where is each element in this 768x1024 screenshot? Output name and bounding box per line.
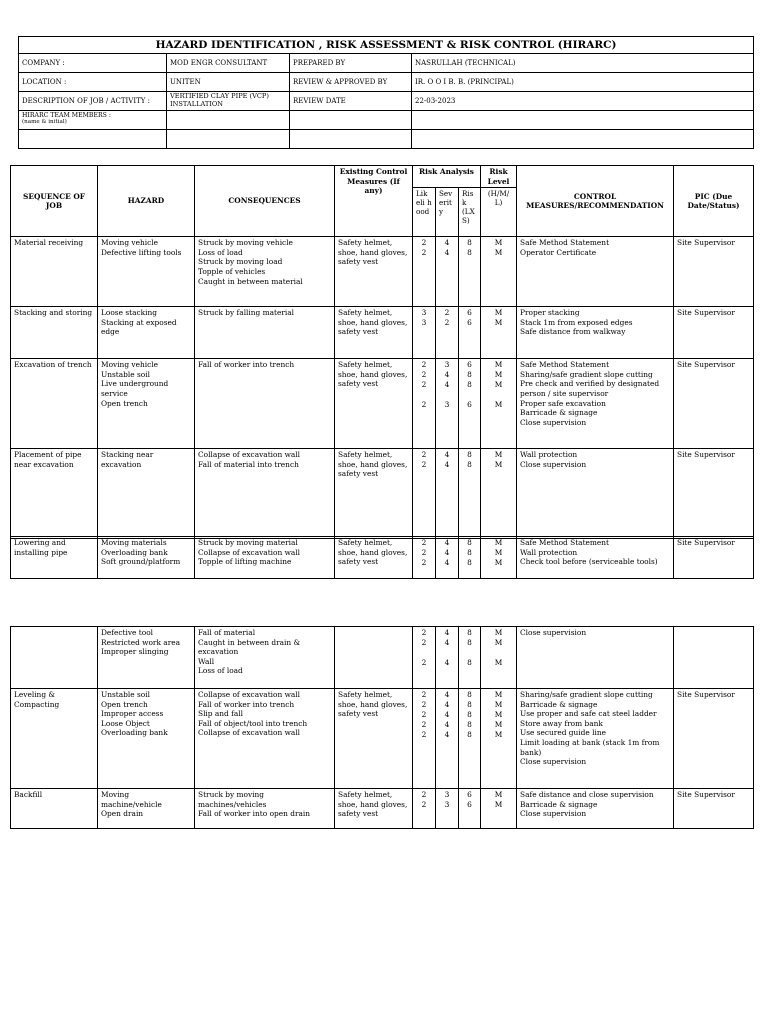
consequences-cell: [195, 627, 335, 689]
existing-control-cell: Safety helmet, shoe, hand gloves, safety vest: [335, 689, 413, 789]
location-label: LOCATION :: [19, 73, 167, 92]
existing-control-cell: Safety helmet, shoe, hand gloves, safety vest: [335, 789, 413, 829]
header-risk: Ris k (LX S): [459, 188, 481, 237]
hazard-cell-line: Stacking at exposed edge: [101, 317, 177, 337]
risk-level-cell-line: M: [494, 248, 503, 258]
hirarc-risk-table-page2: [10, 626, 754, 829]
risk-level-cell-line: M: [494, 800, 503, 809]
likelihood-cell-line: 2: [421, 710, 427, 719]
severity-cell: [436, 627, 459, 689]
likelihood-cell-line: 3: [421, 308, 427, 318]
hazard-cell: [98, 359, 195, 449]
consequences-cell-line: Slip and fall: [198, 709, 243, 719]
team-value-1: [167, 111, 290, 130]
hirarc-risk-table: [10, 165, 754, 539]
severity-cell-line: 4: [444, 450, 450, 460]
control-measures-cell-line: Pre check and verified by designated person / site supervisor: [520, 379, 660, 398]
control-measures-cell-line: Proper safe excavation: [520, 398, 606, 408]
severity-cell-line: 4: [444, 238, 450, 248]
risk-cell: [459, 627, 481, 689]
likelihood-cell: [413, 789, 436, 829]
consequences-cell-line: Collapse of excavation wall: [198, 728, 301, 738]
risk-level-cell-line: M: [494, 548, 503, 557]
likelihood-cell-line: 2: [421, 558, 427, 567]
hazard-cell: [98, 627, 195, 689]
likelihood-cell: [413, 307, 436, 359]
header-hazard: HAZARD: [98, 166, 195, 237]
hazard-cell-line: Loose Object: [101, 718, 150, 728]
existing-control-cell: Safety helmet, shoe, hand gloves, safety vest: [335, 307, 413, 359]
pic-cell: Site Supervisor: [674, 449, 754, 539]
existing-control-cell: Safety helmet, shoe, hand gloves, safety vest: [335, 359, 413, 449]
likelihood-cell-line: 2: [421, 450, 427, 460]
risk-level-cell: [481, 789, 517, 829]
hazard-cell-line: Stacking near excavation: [101, 450, 154, 469]
pic-cell: Site Supervisor: [674, 689, 754, 789]
table-row: [11, 627, 754, 689]
consequences-cell: [195, 449, 335, 539]
table-row: [11, 307, 754, 359]
risk-cell-line: 8: [467, 538, 472, 547]
severity-cell: [436, 307, 459, 359]
review-date-value: 22-03-2023: [412, 92, 754, 111]
control-measures-cell-line: Barricade & signage: [520, 408, 598, 418]
hazard-cell: [98, 237, 195, 307]
existing-control-cell: Safety helmet, shoe, hand gloves, safety vest: [335, 449, 413, 539]
blank-cell: [167, 130, 290, 149]
control-measures-cell-line: Check tool before (serviceable tools): [520, 557, 658, 567]
risk-level-cell: [481, 449, 517, 539]
risk-level-cell-line: [484, 648, 513, 658]
consequences-cell: [195, 359, 335, 449]
control-measures-cell-line: Store away from bank: [520, 718, 603, 728]
likelihood-cell: [413, 537, 436, 579]
control-measures-cell: [517, 359, 674, 449]
sequence-cell: Excavation of trench: [11, 359, 98, 449]
pic-cell: Site Supervisor: [674, 359, 754, 449]
pic-cell: [674, 627, 754, 689]
consequences-cell-line: Topple of vehicles: [198, 266, 266, 276]
severity-cell-line: 3: [444, 360, 450, 370]
likelihood-cell-line: 2: [421, 628, 427, 637]
existing-control-cell: Safety helmet, shoe, hand gloves, safety vest: [335, 537, 413, 579]
control-measures-cell-line: Close supervision: [520, 809, 587, 819]
hirarc-info-table: [18, 36, 754, 149]
consequences-cell-line: Fall of object/tool into trench: [198, 718, 308, 728]
hazard-cell-line: Open trench: [101, 699, 148, 709]
table-row: [11, 537, 754, 579]
consequences-cell: [195, 789, 335, 829]
risk-cell-line: 8: [467, 370, 472, 380]
control-measures-cell: [517, 627, 674, 689]
risk-cell: [459, 689, 481, 789]
hazard-cell-line: Soft ground/platform: [101, 557, 181, 567]
risk-level-cell-line: M: [494, 238, 503, 248]
risk-level-cell: [481, 307, 517, 359]
consequences-cell: [195, 307, 335, 359]
control-measures-cell-line: Safe Method Statement: [520, 238, 610, 248]
risk-cell-line: 6: [467, 360, 472, 370]
table-row: [11, 359, 754, 449]
likelihood-cell: [413, 449, 436, 539]
blank-cell: [19, 130, 167, 149]
header-severity: Sev erit y: [436, 188, 459, 237]
severity-cell-line: 4: [444, 370, 450, 380]
risk-cell-line: 8: [467, 460, 472, 470]
hirarc-risk-table-continued: [10, 536, 754, 579]
header-risk-level: Risk Level: [481, 166, 517, 188]
hazard-cell-line: Open drain: [101, 809, 144, 819]
header-control-measures: CONTROL MEASURES/RECOMMENDATION: [517, 166, 674, 237]
review-approved-label: REVIEW & APPROVED BY: [290, 73, 412, 92]
hazard-cell-line: Moving vehicle: [101, 360, 158, 370]
description-label: DESCRIPTION OF JOB / ACTIVITY :: [19, 92, 167, 111]
consequences-cell-line: Fall of material: [198, 628, 256, 637]
severity-cell-line: 2: [444, 308, 450, 318]
severity-cell: [436, 689, 459, 789]
sequence-cell: Placement of pipe near excavation: [11, 449, 98, 539]
blank-cell: [290, 130, 412, 149]
risk-cell-line: 6: [467, 790, 472, 799]
hazard-cell-line: Improper slinging: [101, 647, 169, 657]
likelihood-cell: [413, 359, 436, 449]
severity-cell-line: 4: [444, 638, 450, 647]
risk-level-cell-line: M: [494, 370, 503, 380]
sequence-cell: Material receiving: [11, 237, 98, 307]
control-measures-cell-line: Barricade & signage: [520, 699, 598, 709]
severity-cell-line: 4: [444, 720, 450, 729]
severity-cell-line: 4: [444, 658, 450, 667]
team-members-label: HIRARC TEAM MEMBERS :: [22, 112, 111, 119]
risk-cell-line: 8: [467, 450, 472, 460]
risk-level-cell-line: [484, 390, 513, 400]
review-date-label: REVIEW DATE: [290, 92, 412, 111]
hazard-cell: [98, 537, 195, 579]
risk-level-cell: [481, 359, 517, 449]
risk-cell-line: 8: [467, 238, 472, 248]
team-members-sub: (name & initial): [22, 119, 67, 125]
risk-cell-line: 8: [467, 248, 472, 258]
pic-cell: Site Supervisor: [674, 307, 754, 359]
risk-level-cell-line: M: [494, 308, 503, 318]
control-measures-cell-line: Sharing/safe gradient slope cutting: [520, 369, 653, 379]
control-measures-cell-line: Safe distance from walkway: [520, 327, 626, 337]
hazard-cell-line: Moving vehicle: [101, 238, 158, 248]
likelihood-cell: [413, 689, 436, 789]
risk-cell-line: 6: [467, 318, 472, 328]
risk-level-cell-line: M: [494, 720, 503, 729]
consequences-cell-line: Collapse of excavation wall: [198, 547, 301, 557]
severity-cell-line: 4: [444, 628, 450, 637]
risk-cell-line: 8: [467, 710, 472, 719]
risk-cell-line: 8: [467, 558, 472, 567]
risk-cell: [459, 237, 481, 307]
table-row: [11, 449, 754, 539]
likelihood-cell-line: 2: [421, 380, 427, 390]
risk-level-cell-line: M: [494, 638, 503, 647]
consequences-cell-line: Struck by moving vehicle: [198, 238, 293, 248]
control-measures-cell-line: Wall protection: [520, 547, 578, 557]
severity-cell-line: 4: [444, 538, 450, 547]
control-measures-cell-line: Proper stacking: [520, 308, 580, 318]
prepared-by-label: PREPARED BY: [290, 54, 412, 73]
hazard-cell-line: Unstable soil: [101, 369, 150, 379]
risk-level-cell-line: M: [494, 730, 503, 739]
likelihood-cell-line: 2: [421, 360, 427, 370]
hazard-cell-line: Overloading bank: [101, 728, 168, 738]
severity-cell: [436, 789, 459, 829]
risk-level-cell-line: M: [494, 790, 503, 799]
control-measures-cell: [517, 789, 674, 829]
risk-cell-line: 8: [467, 638, 472, 647]
control-measures-cell-line: Close supervision: [520, 417, 587, 427]
severity-cell-line: 3: [444, 800, 450, 809]
description-value: VERTIFIED CLAY PIPE (VCP) INSTALLATION: [167, 92, 290, 111]
severity-cell: [436, 237, 459, 307]
control-measures-cell-line: Limit loading at bank (stack 1m from bank): [520, 737, 660, 757]
table-row: [11, 689, 754, 789]
risk-level-cell-line: M: [494, 538, 503, 547]
likelihood-cell-line: 2: [421, 248, 427, 258]
sequence-cell: [11, 627, 98, 689]
severity-cell-line: 4: [444, 558, 450, 567]
control-measures-cell: [517, 449, 674, 539]
hazard-cell-line: Moving materials: [101, 538, 167, 547]
consequences-cell-line: Loss of load: [198, 666, 243, 676]
likelihood-cell-line: 2: [421, 400, 427, 410]
risk-cell: [459, 449, 481, 539]
risk-cell: [459, 789, 481, 829]
sequence-cell: Backfill: [11, 789, 98, 829]
pic-cell: Site Supervisor: [674, 237, 754, 307]
severity-cell-line: 2: [444, 318, 450, 328]
consequences-cell-line: Struck by falling material: [198, 308, 295, 318]
risk-level-cell-line: M: [494, 380, 503, 390]
risk-level-cell: [481, 537, 517, 579]
control-measures-cell: [517, 307, 674, 359]
risk-cell-line: 6: [467, 308, 472, 318]
hazard-cell-line: Unstable soil: [101, 690, 150, 699]
likelihood-cell-line: 2: [421, 730, 427, 739]
risk-level-cell-line: M: [494, 710, 503, 719]
likelihood-cell: [413, 237, 436, 307]
control-measures-cell-line: Close supervision: [520, 459, 587, 469]
control-measures-cell-line: Close supervision: [520, 757, 587, 767]
risk-cell-line: 8: [467, 720, 472, 729]
blank-cell: [412, 130, 754, 149]
severity-cell-line: 4: [444, 248, 450, 258]
risk-level-cell: [481, 689, 517, 789]
sequence-cell: Lowering and installing pipe: [11, 537, 98, 579]
control-measures-cell-line: Use proper and safe cat steel ladder: [520, 709, 657, 719]
risk-cell-line: 6: [467, 400, 472, 410]
document-title: HAZARD IDENTIFICATION , RISK ASSESSMENT & RISK CONTROL (HIRARC): [19, 37, 754, 54]
consequences-cell: [195, 537, 335, 579]
control-measures-cell-line: Use secured guide line: [520, 728, 606, 738]
control-measures-cell-line: Safe Method Statement: [520, 360, 610, 370]
likelihood-cell-line: 3: [421, 318, 427, 328]
risk-cell-line: 8: [467, 380, 472, 390]
risk-cell-line: 8: [467, 658, 472, 667]
likelihood-cell-line: 2: [421, 638, 427, 647]
severity-cell-line: 4: [444, 460, 450, 470]
existing-control-cell: Safety helmet, shoe, hand gloves, safety vest: [335, 237, 413, 307]
table-row: [11, 789, 754, 829]
hazard-cell-line: Overloading bank: [101, 547, 168, 557]
hazard-cell-line: Open trench: [101, 398, 148, 408]
control-measures-cell-line: Safe Method Statement: [520, 538, 610, 547]
severity-cell-line: 4: [444, 548, 450, 557]
pic-cell: Site Supervisor: [674, 537, 754, 579]
header-pic: PIC (Due Date/Status): [674, 166, 754, 237]
severity-cell-line: 4: [444, 690, 450, 699]
hazard-cell-line: Loose stacking: [101, 308, 157, 318]
risk-level-cell-line: M: [494, 690, 503, 699]
severity-cell-line: 3: [444, 790, 450, 799]
hazard-cell: [98, 307, 195, 359]
likelihood-cell-line: 2: [421, 460, 427, 470]
risk-level-cell-line: M: [494, 318, 503, 328]
likelihood-cell-line: 2: [421, 800, 427, 809]
hazard-cell-line: Defective lifting tools: [101, 247, 182, 257]
consequences-cell-line: Caught in between drain & excavation: [198, 637, 301, 657]
likelihood-cell: [413, 627, 436, 689]
severity-cell-line: 4: [444, 700, 450, 709]
hazard-cell: [98, 689, 195, 789]
consequences-cell-line: Loss of load: [198, 247, 243, 257]
severity-cell-line: 4: [444, 730, 450, 739]
sequence-cell: Stacking and storing: [11, 307, 98, 359]
severity-cell-line: 4: [444, 380, 450, 390]
likelihood-cell-line: 2: [421, 658, 427, 667]
control-measures-cell-line: Operator Certificate: [520, 247, 597, 257]
risk-level-cell: [481, 627, 517, 689]
hazard-cell-line: Moving machine/vehicle: [101, 790, 162, 809]
likelihood-cell-line: 2: [421, 790, 427, 799]
risk-cell: [459, 307, 481, 359]
control-measures-cell-line: Barricade & signage: [520, 799, 598, 809]
severity-cell: [436, 449, 459, 539]
control-measures-cell-line: Sharing/safe gradient slope cutting: [520, 690, 653, 699]
control-measures-cell: [517, 537, 674, 579]
risk-cell-line: 8: [467, 690, 472, 699]
risk-cell-line: 8: [467, 700, 472, 709]
team-members-cell: [19, 111, 167, 130]
control-measures-cell-line: Close supervision: [520, 628, 587, 637]
header-consequences: CONSEQUENCES: [195, 166, 335, 237]
consequences-cell-line: Struck by moving machines/vehicles: [198, 790, 267, 809]
consequences-cell: [195, 237, 335, 307]
header-risk-analysis: Risk Analysis: [413, 166, 481, 188]
header-likelihood: Lik eli h ood: [413, 188, 436, 237]
pic-cell: Site Supervisor: [674, 789, 754, 829]
location-value: UNITEN: [167, 73, 290, 92]
risk-level-cell-line: M: [494, 460, 503, 470]
header-existing-control: Existing Control Measures (If any): [335, 166, 413, 237]
control-measures-cell: [517, 237, 674, 307]
likelihood-cell-line: 2: [421, 700, 427, 709]
severity-cell-line: [439, 648, 455, 658]
risk-level-cell-line: M: [494, 558, 503, 567]
hazard-cell-line: Improper access: [101, 709, 164, 719]
likelihood-cell-line: 2: [421, 538, 427, 547]
sequence-cell: Leveling & Compacting: [11, 689, 98, 789]
consequences-cell-line: Collapse of excavation wall: [198, 690, 301, 699]
header-sequence: SEQUENCE OF JOB: [11, 166, 98, 237]
hazard-cell: [98, 789, 195, 829]
risk-cell: [459, 359, 481, 449]
severity-cell-line: [439, 390, 455, 400]
risk-level-cell-line: M: [494, 628, 503, 637]
risk-cell-line: 8: [467, 548, 472, 557]
risk-level-cell-line: M: [494, 360, 503, 370]
likelihood-cell-line: 2: [421, 370, 427, 380]
risk-level-cell-line: M: [494, 700, 503, 709]
consequences-cell-line: Fall of material into trench: [198, 459, 299, 469]
likelihood-cell-line: [416, 390, 432, 400]
risk-level-cell-line: M: [494, 450, 503, 460]
control-measures-cell-line: Safe distance and close supervision: [520, 790, 654, 799]
likelihood-cell-line: 2: [421, 548, 427, 557]
risk-cell: [459, 537, 481, 579]
control-measures-cell-line: Wall protection: [520, 450, 578, 460]
company-value: MOD ENGR CONSULTANT: [167, 54, 290, 73]
likelihood-cell-line: 2: [421, 238, 427, 248]
severity-cell-line: 4: [444, 710, 450, 719]
hazard-cell-line: Live underground service: [101, 379, 169, 398]
consequences-cell: [195, 689, 335, 789]
consequences-cell-line: Fall of worker into open drain: [198, 809, 311, 819]
hazard-cell-line: Restricted work area: [101, 637, 181, 647]
risk-cell-line: [462, 390, 477, 400]
control-measures-cell-line: Stack 1m from exposed edges: [520, 317, 633, 327]
consequences-cell-line: Struck by moving material: [198, 538, 298, 547]
prepared-by-value: NASRULLAH (TECHNICAL): [412, 54, 754, 73]
risk-cell-line: 6: [467, 800, 472, 809]
risk-cell-line: [462, 648, 477, 658]
consequences-cell-line: Wall: [198, 656, 215, 666]
consequences-cell-line: Fall of worker into trench: [198, 360, 295, 370]
consequences-cell-line: Caught in between material: [198, 276, 303, 286]
company-label: COMPANY :: [19, 54, 167, 73]
severity-cell-line: 3: [444, 400, 450, 410]
severity-cell: [436, 359, 459, 449]
existing-control-cell: [335, 627, 413, 689]
consequences-cell-line: Topple of lifting machine: [198, 557, 292, 567]
risk-cell-line: 8: [467, 730, 472, 739]
severity-cell: [436, 537, 459, 579]
risk-level-cell: [481, 237, 517, 307]
likelihood-cell-line: 2: [421, 690, 427, 699]
hazard-cell-line: Defective tool: [101, 628, 154, 637]
risk-cell-line: 8: [467, 628, 472, 637]
consequences-cell-line: Collapse of excavation wall: [198, 450, 301, 460]
likelihood-cell-line: [416, 648, 432, 658]
risk-level-cell-line: M: [494, 400, 503, 410]
consequences-cell-line: Struck by moving load: [198, 257, 283, 267]
table-row: [11, 237, 754, 307]
likelihood-cell-line: 2: [421, 720, 427, 729]
control-measures-cell: [517, 689, 674, 789]
team-value-2: [290, 111, 412, 130]
risk-level-cell-line: M: [494, 658, 503, 667]
team-value-3: [412, 111, 754, 130]
header-risk-level-sub: (H/M/ L): [481, 188, 517, 237]
review-approved-value: IR. O O I B. B. (PRINCIPAL): [412, 73, 754, 92]
consequences-cell-line: Fall of worker into trench: [198, 699, 295, 709]
hazard-cell: [98, 449, 195, 539]
